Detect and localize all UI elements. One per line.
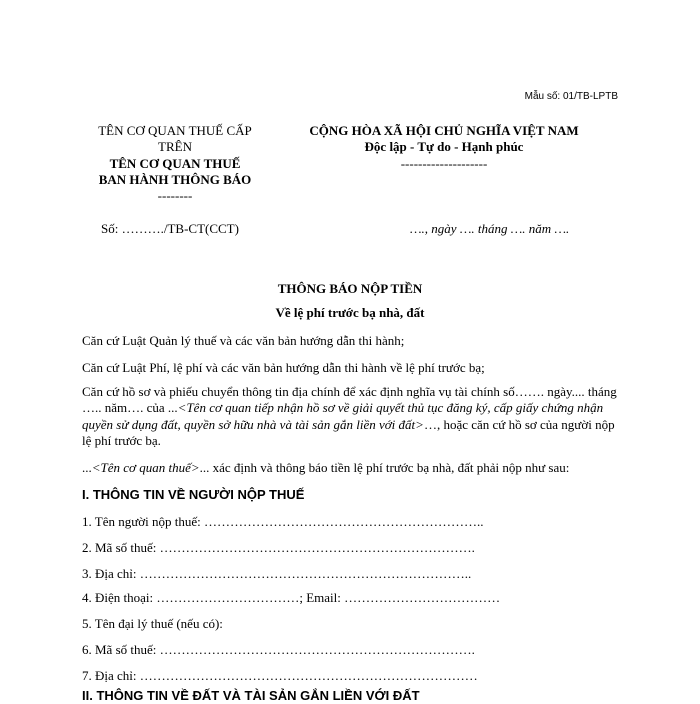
- basis-paragraph-3-start: Căn cứ hồ sơ và phiếu chuyển thông tin địa chính để xác định nghĩa vụ tài chính số……. ngày.... tháng ….. năm…. của ...: [82, 384, 617, 416]
- tax-agent-name-field: 5. Tên đại lý thuế (nếu có):: [82, 616, 223, 631]
- basis-paragraph-2: Căn cứ Luật Phí, lệ phí và các văn bản hướng dẫn thi hành về lệ phí trước bạ;: [82, 360, 485, 375]
- national-header: [278, 123, 610, 172]
- tax-agent-code-field: 6. Mã số thuế: ……………………………………………………………….: [82, 642, 475, 657]
- agency-name: TÊN CƠ QUAN THUẾ: [109, 155, 241, 171]
- country-name: CỘNG HÒA XÃ HỘI CHỦ NGHĨA VIỆT NAM: [309, 123, 579, 138]
- section-taxpayer-info: I. THÔNG TIN VỀ NGƯỜI NỘP THUẾ: [82, 487, 305, 502]
- parent-agency-name: TÊN CƠ QUAN THUẾ CẤP TRÊN: [98, 123, 252, 155]
- determination-text: ... xác định và thông báo tiền lệ phí trước bạ nhà, đất phải nộp như sau:: [199, 460, 570, 475]
- page-title: THÔNG BÁO NỘP TIỀN: [277, 281, 423, 296]
- receiving-agency-placeholder: <Tên cơ quan tiếp nhận hồ sơ về giải quyết thủ tục đăng ký, cấp giấy chứng nhận quyền sử dụng đất, quyền sở hữu nhà và tài sản gắn liền với đất>: [82, 400, 604, 432]
- tax-agency-placeholder: <Tên cơ quan thuế>: [91, 460, 200, 475]
- document-date: …., ngày …. tháng …. năm ….: [410, 221, 570, 236]
- address-field: 3. Địa chỉ: …………………………………………………………………..: [82, 566, 472, 581]
- determination-prefix: ...: [82, 460, 92, 475]
- phone-email-field: 4. Điện thoại: ……………………………; Email: ………………………………: [82, 590, 501, 605]
- section-land-info: II. THÔNG TIN VỀ ĐẤT VÀ TÀI SẢN GẮN LIỀN VỚI ĐẤT: [82, 688, 420, 703]
- document-number: Số: ………./TB-CT(CCT): [101, 221, 239, 236]
- taxpayer-name-field: 1. Tên người nộp thuế: ………………………………………………………..: [82, 514, 484, 529]
- right-divider: --------------------: [400, 155, 488, 171]
- form-number: Mẫu số: 01/TB-LPTB: [524, 91, 618, 102]
- basis-paragraph-1: Căn cứ Luật Quản lý thuế và các văn bản hướng dẫn thi hành;: [82, 333, 405, 348]
- national-motto: Độc lập - Tự do - Hạnh phúc: [364, 139, 524, 155]
- basis-paragraph-3: [82, 384, 627, 449]
- tax-code-field: 2. Mã số thuế: ……………………………………………………………….: [82, 540, 475, 555]
- agency-role: BAN HÀNH THÔNG BÁO: [98, 171, 252, 187]
- left-divider: --------: [157, 188, 193, 203]
- determination-paragraph: [82, 460, 627, 476]
- basis-paragraph-3-end: …, hoặc căn cứ hồ sơ của người nộp lệ phí trước bạ.: [82, 416, 615, 448]
- tax-agent-address-field: 7. Địa chỉ: ……………………………………………………………………: [82, 668, 478, 683]
- issuing-agency-header: [80, 123, 270, 204]
- page-subtitle: Về lệ phí trước bạ nhà, đất: [275, 305, 425, 320]
